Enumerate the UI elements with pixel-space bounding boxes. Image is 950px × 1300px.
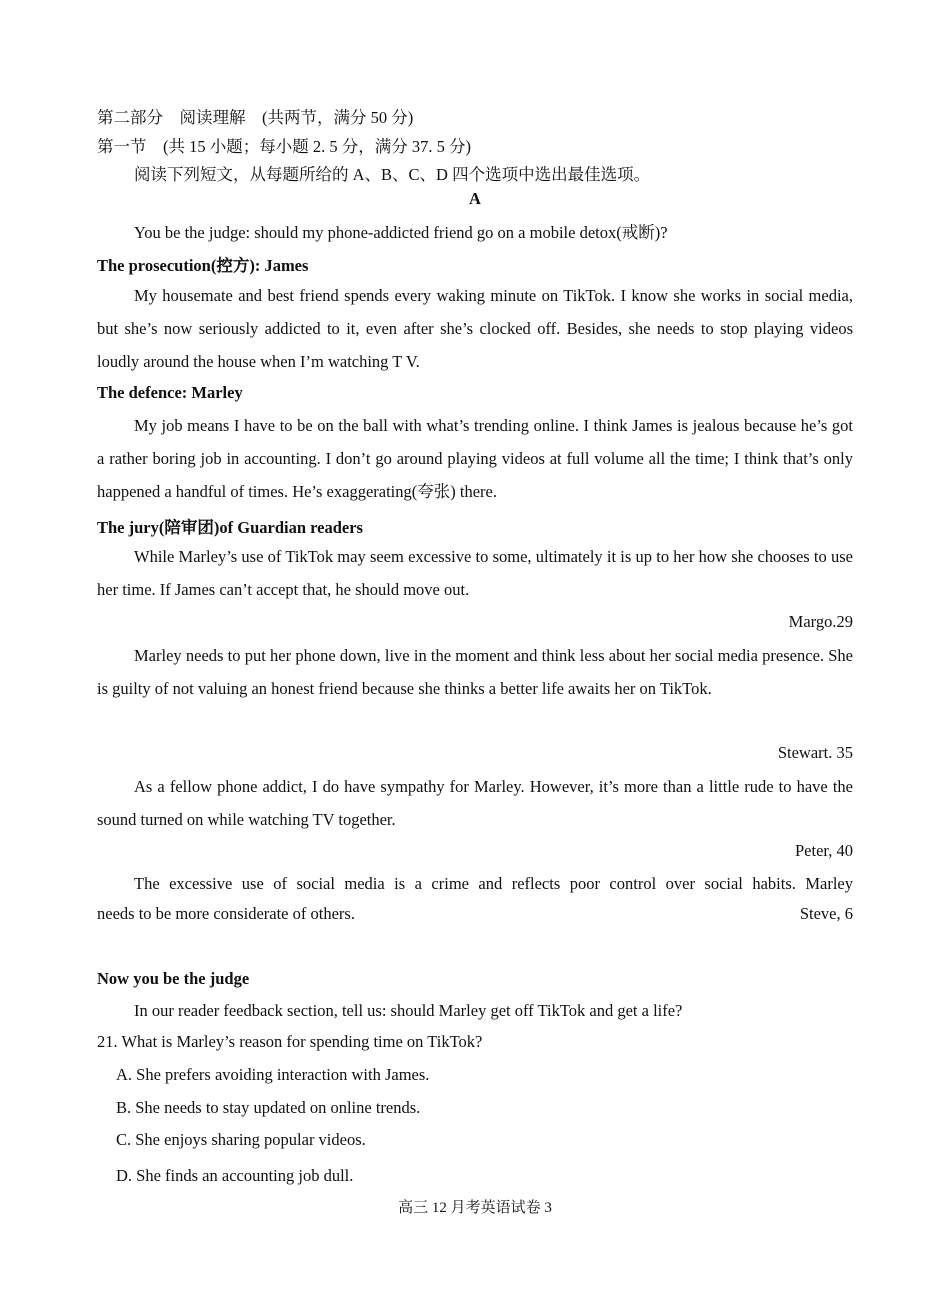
jury-heading: The jury(陪审团)of Guardian readers: [97, 518, 363, 537]
opinion-text: Marley needs to put her phone down, live in the moment and think less about her social media presence. She is guilty of not valuing an honest friend because she thinks a better life awaits her on TikTok.: [97, 646, 853, 698]
opinion-text: While Marley’s use of TikTok may seem excessive to some, ultimately it is up to her how she chooses to use her time. If James can’t accept that, he should move out.: [97, 547, 853, 599]
judge-text: In our reader feedback section, tell us: should Marley get off TikTok and get a life?: [134, 1001, 683, 1020]
question-stem: 21. What is Marley’s reason for spending time on TikTok?: [97, 1032, 483, 1051]
option-a: A. She prefers avoiding interaction with James.: [116, 1065, 430, 1084]
passage-intro: You be the judge: should my phone-addicted friend go on a mobile detox(戒断)?: [134, 223, 668, 242]
part-heading: 第二部分 阅读理解 (共两节，满分 50 分): [97, 108, 414, 127]
option-c: C. She enjoys sharing popular videos.: [116, 1130, 366, 1149]
prosecution-text: My housemate and best friend spends every waking minute on TikTok. I know she works in social media, but she’s now seriously addicted to it, even after she’s clocked off. Besides, she needs to stop playing videos loudly around the house when I’m watching T V.: [97, 286, 853, 371]
prosecution-heading: The prosecution(控方): James: [97, 256, 309, 275]
defence-text: My job means I have to be on the ball with what’s trending online. I think James is jealous because he’s got a rather boring job in accounting. I don’t go around playing videos at full volume all the time; I think that’s only happened a handful of times. He’s exaggerating(夸张) there.: [97, 416, 853, 501]
instruction-text: 阅读下列短文，从每题所给的 A、B、C、D 四个选项中选出最佳选项。: [134, 165, 651, 184]
opinion-last-line: [97, 904, 853, 924]
opinion-text: The excessive use of social media is a crime and reflects poor control over social habits. Marley: [134, 874, 853, 893]
judge-heading: Now you be the judge: [97, 969, 250, 988]
passage-label: A: [469, 189, 481, 208]
opinion-author: Stewart. 35: [777, 743, 853, 762]
opinion-author: Peter, 40: [795, 841, 853, 860]
opinion-author: Margo.29: [788, 612, 853, 631]
option-b: B. She needs to stay updated on online trends.: [116, 1098, 421, 1117]
page-footer: 高三 12 月考英语试卷 3: [398, 1200, 552, 1216]
opinion-author: Steve, 6: [799, 904, 853, 923]
section-heading: 第一节 (共 15 小题；每小题 2. 5 分，满分 37. 5 分): [97, 137, 471, 156]
option-d: D. She finds an accounting job dull.: [116, 1166, 354, 1185]
opinion-text: As a fellow phone addict, I do have sympathy for Marley. However, it’s more than a little rude to have the sound turned on while watching TV together.: [97, 777, 853, 829]
opinion-text: needs to be more considerate of others.: [97, 904, 355, 923]
defence-heading: The defence: Marley: [97, 383, 243, 402]
